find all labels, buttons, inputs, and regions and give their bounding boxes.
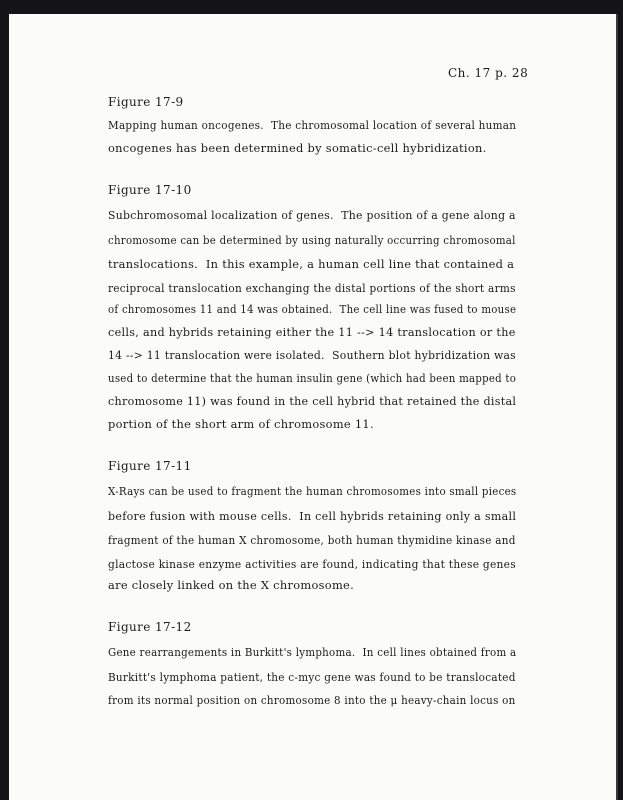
- caption-line: Mapping human oncogenes. The chromosomal location of several human: [108, 118, 517, 132]
- caption-line: from its normal position on chromosome 8 into the μ heavy-chain locus on: [108, 693, 516, 707]
- caption-line: portion of the short arm of chromosome 11.: [108, 417, 374, 431]
- figure-title: Figure 17-12: [108, 620, 192, 634]
- figure-title: Figure 17-11: [108, 459, 192, 473]
- caption-line: Gene rearrangements in Burkitt's lymphoma. In cell lines obtained from a: [108, 645, 517, 659]
- caption-line: of chromosomes 11 and 14 was obtained. The cell line was fused to mouse: [108, 302, 517, 316]
- caption-line: chromosome can be determined by using naturally occurring chromosomal: [108, 233, 516, 247]
- caption-line: Subchromosomal localization of genes. The position of a gene along a: [108, 208, 516, 222]
- figure-title: Figure 17-9: [108, 95, 184, 109]
- figure-title: Figure 17-10: [108, 183, 192, 197]
- page-header: Ch. 17 p. 28: [448, 66, 529, 80]
- caption-line: glactose kinase enzyme activities are found, indicating that these genes: [108, 557, 516, 571]
- caption-line: X-Rays can be used to fragment the human chromosomes into small pieces: [108, 484, 517, 498]
- caption-line: 14 --> 11 translocation were isolated. Southern blot hybridization was: [108, 348, 516, 362]
- caption-line: cells, and hybrids retaining either the 11 --> 14 translocation or the: [108, 325, 516, 339]
- caption-line: fragment of the human X chromosome, both human thymidine kinase and: [108, 533, 516, 547]
- caption-line: are closely linked on the X chromosome.: [108, 578, 355, 592]
- caption-line: oncogenes has been determined by somatic-cell hybridization.: [108, 141, 487, 155]
- caption-line: chromosome 11) was found in the cell hybrid that retained the distal: [108, 394, 517, 408]
- caption-line: used to determine that the human insulin gene (which had been mapped to: [108, 371, 517, 385]
- caption-line: translocations. In this example, a human cell line that contained a: [108, 257, 515, 271]
- caption-line: reciprocal translocation exchanging the distal portions of the short arms: [108, 281, 516, 295]
- caption-line: Burkitt's lymphoma patient, the c-myc gene was found to be translocated: [108, 670, 516, 684]
- caption-line: before fusion with mouse cells. In cell hybrids retaining only a small: [108, 509, 517, 523]
